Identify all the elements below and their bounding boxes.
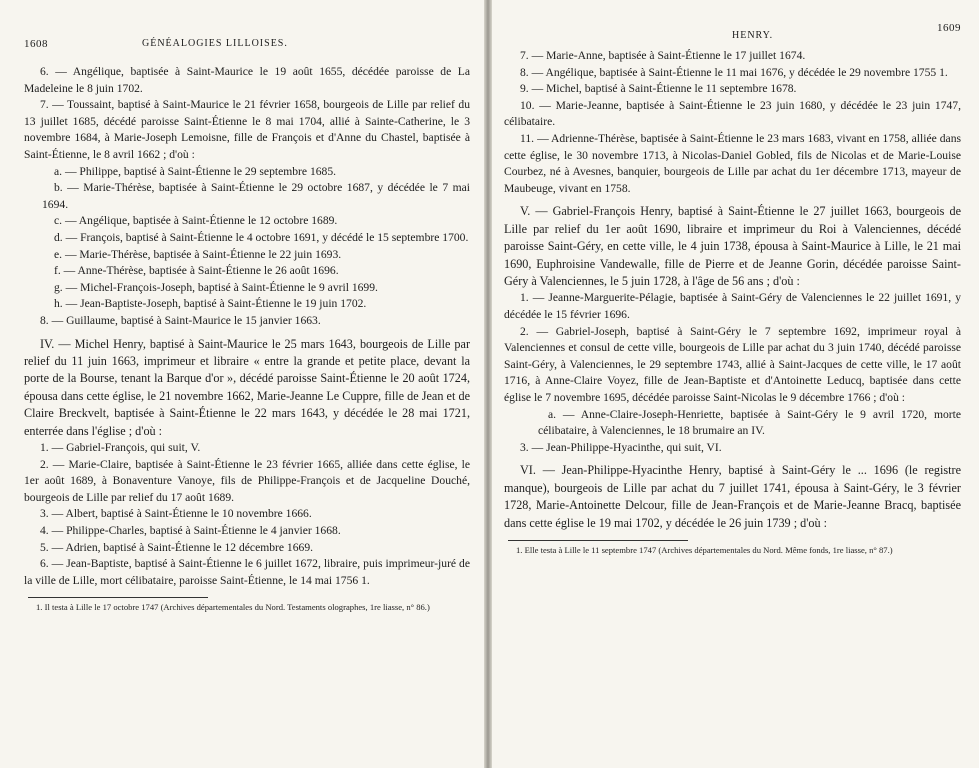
entry-IV-3: 3. — Albert, baptisé à Saint-Étienne le 10 novembre 1666. [40, 507, 312, 521]
right-footnote: 1. Elle testa à Lille le 11 septembre 1747 (Archives départementales du Nord. Même fonds, 1re liasse, n° 87.) [516, 544, 893, 555]
entry-IV-11: 11. — Adrienne-Thérèse, baptisée à Saint-Étienne le 23 mars 1683, vivant en 1758, alliée dans cette église, le 30 novembre 1713, à Nicolas-Daniel Gobled, fils de Nicolas et de Marie-Louise Courbez, né à Avesnes, banquier, bourgeois de Lille par achat du 1er décembre 1713, mayeur de Maubeuge, vivant en 1758. [504, 131, 961, 195]
entry-IV-michel-henry: IV. — Michel Henry, baptisé à Saint-Maurice le 25 mars 1643, bourgeois de Lille par relief du 11 juin 1663, imprimeur et libraire « entre la grande et petite place, devant la porte de la Bourse, tenant la Barque d'or », décédé paroisse Saint-Étienne le 20 août 1724, épousa dans cette église, le 21 novembre 1662, Marie-Jeanne Le Cuppre, fille de Jean et de Claire Breckvelt, baptisée à Saint-Étienne le 22 mars 1643, y décédée le 28 mai 1721, enterrée dans l'église ; d'où : [24, 336, 470, 438]
entry-7a: a. — Philippe, baptisé à Saint-Étienne le 29 septembre 1685. [54, 164, 337, 178]
left-footnote: 1. Il testa à Lille le 17 octobre 1747 (Archives départementales du Nord. Testaments olographes, 1re liasse, n° 86.) [36, 602, 430, 613]
entry-7-toussaint: 7. — Toussaint, baptisé à Saint-Maurice le 21 février 1658, bourgeois de Lille par relief du 13 juillet 1685, décédé paroisse Saint-Étienne le 8 mai 1704, allié à Sainte-Catherine, le 3 novembre 1684, à Marie-Joseph Lemoisne, fille de François et d'Anne du Chastel, baptisée à Saint-Étienne, le 8 avril 1662 ; d'où : [24, 98, 470, 161]
entry-7b: b. — Marie-Thérèse, baptisée à Saint-Étienne le 29 octobre 1687, y décédée le 7 mai 1694. [42, 181, 470, 211]
entry-VI-jean-philippe: VI. — Jean-Philippe-Hyacinthe Henry, baptisé à Saint-Géry le ... 1696 (le registre manque), bourgeois de Lille par achat du 7 juillet 1741, épousa à Saint-Géry, le 3 février 1728, Marie-Antoinette Delcour, fille de Jean-François et de Marie-Jeanne Bracq, baptisée dans cette église le 19 mai 1702, y décédée le 26 juin 1739 ; d'où : [504, 463, 961, 530]
left-page [0, 0, 484, 768]
entry-IV-6: 6. — Jean-Baptiste, baptisé à Saint-Étienne le 6 juillet 1672, libraire, puis imprimeur-juré de la ville de Lille, mort célibataire, paroisse Saint-Étienne, le 14 mai 1756 1. [24, 557, 470, 587]
right-footnote-rule [508, 540, 688, 541]
left-footnote-rule [28, 597, 208, 598]
entry-7h: h. — Jean-Baptiste-Joseph, baptisé à Saint-Étienne le 19 juin 1702. [54, 297, 367, 311]
right-running-title: HENRY. [732, 30, 774, 41]
entry-IV-10: 10. — Marie-Jeanne, baptisée à Saint-Étienne le 23 juin 1680, y décédée le 23 juin 1747, célibataire. [504, 98, 961, 129]
right-page-number: 1609 [937, 22, 961, 34]
entry-7c: c. — Angélique, baptisée à Saint-Étienne le 12 octobre 1689. [54, 214, 338, 228]
entry-IV-2: 2. — Marie-Claire, baptisée à Saint-Étienne le 23 février 1665, alliée dans cette église, le 1er août 1689, à Bonaventure Vanoye, fils de Philippe-François et de Jacqueline Douché, bourgeois de Lille par relief du 17 août 1689. [24, 457, 470, 504]
entry-V-2a: a. — Anne-Claire-Joseph-Henriette, baptisée à Saint-Géry le 9 avril 1720, morte célibataire, à Valenciennes, le 18 brumaire an IV. [538, 407, 961, 438]
entry-IV-1: 1. — Gabriel-François, qui suit, V. [40, 440, 201, 454]
entry-6-angelique: 6. — Angélique, baptisée à Saint-Maurice le 19 août 1655, décédée paroisse de La Madeleine le 8 juin 1702. [24, 65, 470, 95]
entry-V-2: 2. — Gabriel-Joseph, baptisé à Saint-Géry le 7 septembre 1692, imprimeur royal à Valenciennes et consul de cette ville, bourgeois de Lille par achat du 3 juin 1740, décédé paroisse Saint-Géry, à Valenciennes, le 29 septembre 1743, allié à Saint-Jacques de cette ville, le 17 août 1716, à Anne-Claire Voyez, fille de Jean-Baptiste et d'Antoinette Leducq, baptisée dans cette église le 7 novembre 1695, décédée paroisse Saint-Nicolas le 9 décembre 1766 ; d'où : [504, 324, 961, 404]
right-running-head [504, 22, 961, 40]
entry-V-gabriel-francois: V. — Gabriel-François Henry, baptisé à Saint-Étienne le 27 juillet 1663, bourgeois de Lille par relief du 1er août 1690, libraire et imprimeur du Roi à Valenciennes, décédé paroisse Saint-Géry, en cette ville, le 4 juin 1738, épousa à Saint-Maurice à Lille, le 21 mai 1690, Euphroisine Vandewalle, fille de Pierre et de Jeanne Gorin, décédée paroisse Saint-Géry à Valenciennes, le 5 juin 1728, à l'âge de 56 ans ; d'où : [504, 204, 961, 288]
entry-V-3: 3. — Jean-Philippe-Hyacinthe, qui suit, VI. [520, 440, 722, 454]
entry-IV-5: 5. — Adrien, baptisé à Saint-Étienne le 12 décembre 1669. [40, 540, 314, 554]
entry-7f: f. — Anne-Thérèse, baptisée à Saint-Étienne le 26 août 1696. [54, 264, 339, 278]
entry-IV-9: 9. — Michel, baptisé à Saint-Étienne le 11 septembre 1678. [520, 82, 797, 96]
left-page-number: 1608 [24, 38, 48, 50]
left-running-title: GÉNÉALOGIES LILLOISES. [142, 38, 288, 49]
right-page [492, 0, 979, 768]
entry-V-1: 1. — Jeanne-Marguerite-Pélagie, baptisée à Saint-Géry de Valenciennes le 22 juillet 1691, y décédée le 15 février 1696. [504, 291, 961, 321]
left-running-head [24, 38, 470, 56]
entry-IV-7: 7. — Marie-Anne, baptisée à Saint-Étienne le 17 juillet 1674. [520, 49, 806, 62]
book-gutter [484, 0, 492, 768]
entry-8-guillaume: 8. — Guillaume, baptisé à Saint-Maurice le 15 janvier 1663. [40, 313, 321, 327]
entry-IV-8: 8. — Angélique, baptisée à Saint-Étienne le 11 mai 1676, y décédée le 29 novembre 1755 1. [520, 65, 948, 79]
entry-7g: g. — Michel-François-Joseph, baptisé à Saint-Étienne le 9 avril 1699. [54, 280, 378, 294]
entry-7d: d. — François, baptisé à Saint-Étienne le 4 octobre 1691, y décédé le 15 septembre 1700. [54, 230, 469, 244]
entry-7e: e. — Marie-Thérèse, baptisée à Saint-Étienne le 22 juin 1693. [54, 247, 342, 261]
entry-IV-4: 4. — Philippe-Charles, baptisé à Saint-Étienne le 4 janvier 1668. [40, 523, 341, 537]
